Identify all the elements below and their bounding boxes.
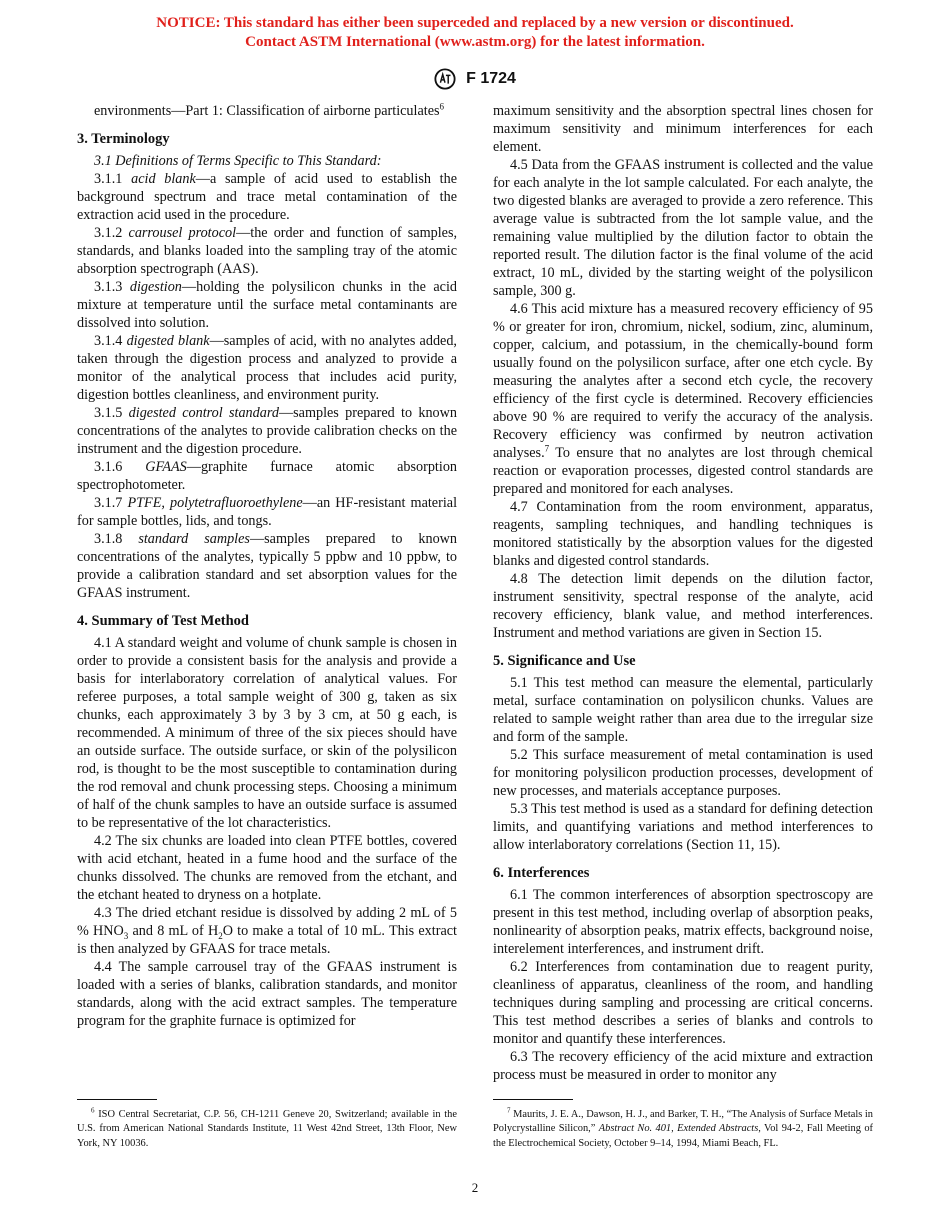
para-4-3: 4.3 The dried etchant residue is dissolved by adding 2 mL of 5 % $HNO_3$ and 8 mL of $H_2O$ to make a total of 10 mL. This extract is then analyzed by GFAAS for trace metals. bbox=[77, 905, 457, 957]
document-header bbox=[0, 68, 950, 90]
para-3-1-8: 3.1.8 standard samples—samples prepared to known concentrations of the analytes, typically 5 ppbw and 10 ppbw, to provide a calibration standard and set absorption values for the GFAAS instrument. bbox=[77, 531, 458, 601]
para-4-4: 4.4 The sample carrousel tray of the GFAAS instrument is loaded with a series of blanks, calibration standards, and monitor standards, along with the acid extract samples. The temperature program for the graphite furnace is optimized for bbox=[77, 959, 457, 1029]
para-4-7: 4.7 Contamination from the room environment, apparatus, reagents, sampling techniques, and handling techniques is monitored statistically by the absorption values for the digested blanks and digested control standards. bbox=[493, 499, 873, 569]
para-6-1: 6.1 The common interferences of absorption spectroscopy are present in this test method, including overlap of absorption peaks, nonlinearity of absorption peaks, matrix effects, background noise, interelement interferences, and instrument drift. bbox=[493, 887, 873, 957]
notice-banner bbox=[0, 14, 950, 52]
reference-continuation: environments—Part 1: Classification of airborne particulates$^6$ bbox=[94, 101, 445, 119]
para-3-1-4: 3.1.4 digested blank—samples of acid, with no analytes added, taken through the digestion process and analyzed to provide a monitor of the analytical process that includes acid purity, digestion bottles cleanliness, and environment purity. bbox=[77, 333, 457, 403]
para-5-2: 5.2 This surface measurement of metal contamination is used for monitoring polysilicon production processes, development of new processes, and materials acceptance purposes. bbox=[493, 747, 873, 799]
section-4-heading: 4. Summary of Test Method bbox=[77, 613, 249, 629]
section-3-heading: 3. Terminology bbox=[77, 131, 170, 147]
section-5-heading: 5. Significance and Use bbox=[493, 653, 636, 669]
footnote-7: $^7$ Maurits, J. E. A., Dawson, H. J., and Barker, T. H., “The Analysis of Surface Metals in Polycrystalline Silicon,” Abstract No. 401, Extended Abstracts, Vol 94-2, Fall Meeting of the Electrochemical Society, October 9–14, 1994, Miami Beach, FL. bbox=[493, 1106, 874, 1149]
para-6-2: 6.2 Interferences from contamination due to reagent purity, cleanliness of apparatus, cleanliness of the room, and handling techniques during sampling and processing are critical concerns. This test method describes a series of blanks and controls to monitor and quantify these interferences. bbox=[493, 959, 873, 1047]
para-4-2: 4.2 The six chunks are loaded into clean PTFE bottles, covered with acid etchant, heated in a fume hood and the surface of the chunks dissolved. The chunks are removed from the etchant, and the etchant heated to dryness on a hotplate. bbox=[77, 833, 457, 903]
para-3-1-1: 3.1.1 acid blank—a sample of acid used to establish the background spectrum and trace metal contamination of the extraction acid used in the procedure. bbox=[77, 171, 457, 223]
footnote-6: $^6$ ISO Central Secretariat, C.P. 56, CH-1211 Geneve 20, Switzerland; available in the U.S. from American National Standards Institute, 11 West 42nd Street, 13th Floor, New York, NY 10036. bbox=[77, 1106, 457, 1149]
para-4-6: 4.6 This acid mixture has a measured recovery efficiency of 95 % or greater for iron, chromium, nickel, sodium, zinc, aluminum, copper, calcium, and potassium, in the chemically-bound form usually found on the polysilicon surface, after one etch cycle. By measuring the analytes after a second etch cycle, the recovery efficiency of the first cycle is determined. Recovery efficiencies above 90 % are required to verify the accuracy of the analysis. Recovery efficiency was confirmed by neutron activation analyses.$^7$ To ensure that no analytes are lost through chemical reaction or evaporation processes, digested control standards are prepared and monitored for each analyses. bbox=[493, 301, 873, 497]
para-6-3: 6.3 The recovery efficiency of the acid mixture and extraction process must be measured in order to monitor any bbox=[493, 1049, 873, 1083]
para-5-3: 5.3 This test method is used as a standard for defining detection limits, and quantifying variations and method interferences to allow interlaboratory correlations (Section 11, 15). bbox=[493, 801, 873, 853]
page-number: 2 bbox=[471, 1180, 479, 1195]
para-4-4-continued: maximum sensitivity and the absorption spectral lines chosen for maximum sensitivity and minimum interferences for each element. bbox=[493, 103, 873, 155]
para-3-1: 3.1 Definitions of Terms Specific to This Standard: bbox=[94, 153, 382, 169]
para-3-1-2: 3.1.2 carrousel protocol—the order and function of samples, standards, and blanks loaded into the sampling tray of the atomic absorption spectrograph (AAS). bbox=[77, 225, 458, 277]
designation: F 1724 bbox=[466, 70, 516, 87]
astm-logo-icon bbox=[434, 68, 456, 90]
para-3-1-6: 3.1.6 GFAAS—graphite furnace atomic absorption spectrophotometer. bbox=[77, 459, 458, 493]
para-3-1-7: 3.1.7 PTFE, polytetrafluoroethylene—an HF-resistant material for sample bottles, lids, and tongs. bbox=[77, 495, 458, 529]
para-4-8: 4.8 The detection limit depends on the dilution factor, instrument sensitivity, spectral response of the analyte, acid recovery efficiency, blank value, and method interferences. Instrument and method variations are given in Section 15. bbox=[493, 571, 873, 641]
footnote-rule-right bbox=[493, 1099, 573, 1100]
para-3-1-3: 3.1.3 digestion—holding the polysilicon chunks in the acid mixture at temperature until the surface metal contaminants are dissolved into solution. bbox=[77, 279, 457, 331]
para-3-1-5: 3.1.5 digested control standard—samples prepared to known concentrations of the analytes to provide calibration checks on the instrument and the digestion procedure. bbox=[77, 405, 457, 457]
left-column bbox=[77, 102, 457, 1030]
right-column bbox=[493, 102, 873, 1084]
notice-line-1: NOTICE: This standard has either been superceded and replaced by a new version or discontinued. bbox=[156, 15, 794, 31]
para-4-1: 4.1 A standard weight and volume of chunk sample is chosen in order to provide a consistent basis for the analysis and provide a basis for interlaboratory correlation of analytical values. For referee purposes, a total sample weight of 300 g, taken as six chunks, each approximately 3 by 3 by 3 cm, at 50 g each, is recommended. A minimum of three of the six pieces should have an outside surface. The outside surface, or skin of the polysilicon rod, is thought to be the most susceptible to contamination during the rod removal and chunk processing steps. Choosing a minimum of half of the chunk samples to have an outside surface is assumed to be representative of the lot characteristics. bbox=[77, 635, 457, 831]
para-5-1: 5.1 This test method can measure the elemental, particularly metal, surface contamination on polysilicon chunks. Values are related to sample weight rather than area due to the irregular size and form of the sample. bbox=[493, 675, 873, 745]
para-4-5: 4.5 Data from the GFAAS instrument is collected and the value for each analyte in the lot sample calculated. For each analyte, the two digested blanks are averaged to provide a zero reference. This average value is subtracted from the lot sample value, and the remaining value multiplied by the dilution factor to obtain the reported result. The dilution factor is the final volume of the acid extract, 10 mL, divided by the starting weight of the polysilicon sample, 300 g. bbox=[493, 157, 873, 299]
footnote-rule-left bbox=[77, 1099, 157, 1100]
section-6-heading: 6. Interferences bbox=[493, 865, 590, 881]
notice-line-2: Contact ASTM International (www.astm.org) for the latest information. bbox=[245, 34, 705, 50]
